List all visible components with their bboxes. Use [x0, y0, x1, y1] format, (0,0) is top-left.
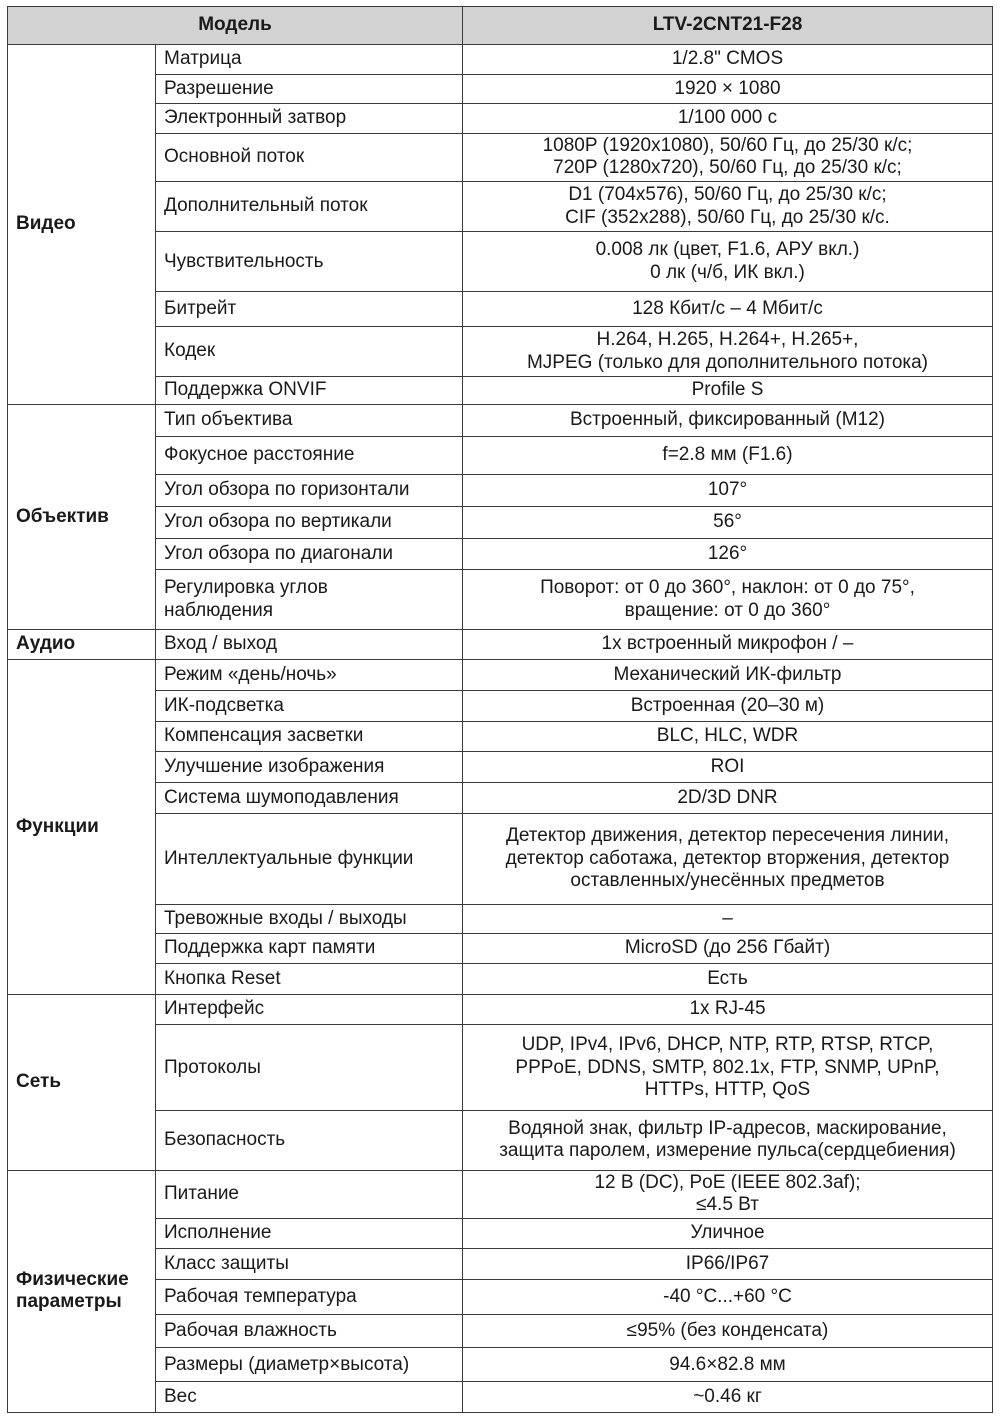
table-row — [8, 813, 993, 904]
category-label-line: Сеть — [16, 1070, 62, 1092]
param-cell — [156, 964, 463, 995]
category-label-line: Аудио — [16, 633, 76, 655]
table-row — [8, 45, 993, 75]
table-row — [8, 1111, 993, 1170]
param-label: наблюдения — [164, 599, 274, 621]
value-text: детектор саботажа, детектор вторжения, детектор — [505, 847, 950, 869]
param-cell — [156, 436, 463, 475]
value-text: Водяной знак, фильтр IP-адресов, маскирование, — [508, 1117, 947, 1139]
param-label: Электронный затвор — [164, 107, 347, 129]
value-cell — [463, 1314, 993, 1348]
param-cell — [156, 629, 463, 660]
param-label: Угол обзора по горизонтали — [164, 479, 410, 501]
param-cell — [156, 783, 463, 814]
table-row — [8, 74, 993, 104]
param-label: Улучшение изображения — [164, 756, 385, 778]
table-row — [8, 104, 993, 134]
table-row — [8, 660, 993, 691]
value-text: – — [722, 907, 733, 929]
param-label: Интеллектуальные функции — [164, 847, 414, 869]
param-cell — [156, 232, 463, 292]
param-cell — [156, 1170, 463, 1218]
value-cell — [463, 292, 993, 327]
table-row — [8, 232, 993, 292]
param-cell — [156, 1111, 463, 1170]
section-category — [8, 629, 156, 660]
param-label: Питание — [164, 1182, 239, 1204]
section-category — [8, 660, 156, 994]
param-label: Фокусное расстояние — [164, 444, 355, 466]
value-text: IP66/IP67 — [685, 1252, 770, 1274]
value-text: 1х RJ-45 — [689, 998, 766, 1020]
param-label: Матрица — [164, 48, 242, 70]
value-text: H.264, H.265, H.264+, H.265+, — [596, 329, 859, 351]
table-row — [8, 1348, 993, 1382]
param-cell — [156, 1249, 463, 1280]
table-row — [8, 475, 993, 507]
param-label: Компенсация засветки — [164, 725, 364, 747]
table-row — [8, 904, 993, 934]
value-cell — [463, 1111, 993, 1170]
param-label: ИК-подсветка — [164, 694, 284, 716]
value-cell — [463, 660, 993, 691]
table-row — [8, 691, 993, 722]
spec-sheet — [7, 6, 993, 1413]
value-text: D1 (704x576), 50/60 Гц, до 25/30 к/с; — [568, 184, 887, 206]
table-row — [8, 1249, 993, 1280]
param-cell — [156, 507, 463, 539]
value-cell — [463, 404, 993, 436]
value-text: 1/100 000 с — [677, 107, 778, 129]
param-cell — [156, 404, 463, 436]
param-label: Система шумоподавления — [164, 786, 399, 808]
param-label: Протоколы — [164, 1056, 261, 1078]
value-cell — [463, 133, 993, 181]
param-cell — [156, 752, 463, 783]
param-cell — [156, 1218, 463, 1249]
value-cell — [463, 1218, 993, 1249]
value-text: 107° — [707, 479, 748, 501]
value-text: Поворот: от 0 до 360°, наклон: от 0 до 75°, — [540, 577, 915, 599]
param-cell — [156, 377, 463, 405]
value-cell — [463, 436, 993, 475]
param-label: Тип объектива — [164, 408, 293, 430]
param-cell — [156, 74, 463, 104]
value-cell — [463, 1279, 993, 1314]
param-cell — [156, 1314, 463, 1348]
table-row — [8, 1218, 993, 1249]
table-row — [8, 404, 993, 436]
value-text: HTTPs, HTTP, QoS — [644, 1078, 811, 1100]
value-cell — [463, 994, 993, 1025]
param-cell — [156, 721, 463, 752]
param-cell — [156, 691, 463, 722]
param-label: Класс защиты — [164, 1252, 289, 1274]
table-row — [8, 327, 993, 377]
value-text: 0.008 лк (цвет, F1.6, АРУ вкл.) — [595, 239, 860, 261]
value-cell — [463, 629, 993, 660]
value-text: 12 В (DC), PoE (IEEE 802.3af); — [594, 1171, 861, 1193]
value-cell — [463, 904, 993, 934]
value-text: 1920 × 1080 — [674, 77, 781, 99]
param-cell — [156, 327, 463, 377]
param-label: Дополнительный поток — [164, 195, 368, 217]
param-label: Размеры (диаметр×высота) — [164, 1353, 410, 1375]
table-row — [8, 1279, 993, 1314]
table-row — [8, 133, 993, 181]
value-text: MicroSD (до 256 Гбайт) — [624, 937, 831, 959]
param-label: Исполнение — [164, 1222, 272, 1244]
param-label: Вес — [164, 1385, 197, 1407]
param-label: Регулировка углов — [164, 577, 328, 599]
table-row — [8, 507, 993, 539]
value-text: 126° — [707, 542, 748, 564]
param-cell — [156, 813, 463, 904]
param-label: Угол обзора по вертикали — [164, 511, 392, 533]
value-cell — [463, 377, 993, 405]
value-text: 56° — [713, 511, 742, 533]
value-cell — [463, 721, 993, 752]
model-header-label: Модель — [8, 7, 463, 45]
value-text: Уличное — [690, 1222, 765, 1244]
table-row — [8, 1314, 993, 1348]
section-category — [8, 404, 156, 629]
value-text: 720P (1280x720), 50/60 Гц, до 25/30 к/с; — [553, 157, 902, 179]
header-row — [8, 7, 993, 45]
value-text: защита паролем, измерение пульса(сердцебиения) — [499, 1140, 956, 1162]
value-cell — [463, 1382, 993, 1413]
category-label-line: Физические — [16, 1268, 129, 1290]
value-text: Есть — [707, 967, 748, 989]
category-label-line: Объектив — [16, 505, 109, 527]
category-label-line: Видео — [16, 213, 76, 235]
value-cell — [463, 1170, 993, 1218]
category-label-line: Функции — [16, 815, 99, 837]
value-cell — [463, 1249, 993, 1280]
value-text: Встроенный, фиксированный (M12) — [569, 408, 885, 430]
value-text: CIF (352x288), 50/60 Гц, до 25/30 к/с. — [565, 206, 890, 228]
value-cell — [463, 934, 993, 964]
param-label: Тревожные входы / выходы — [164, 907, 407, 929]
value-text: -40 °С...+60 °С — [663, 1285, 792, 1307]
param-cell — [156, 904, 463, 934]
param-label: Вход / выход — [164, 633, 278, 655]
value-cell — [463, 74, 993, 104]
param-cell — [156, 45, 463, 75]
table-row — [8, 964, 993, 995]
value-text: 1х встроенный микрофон / – — [601, 633, 854, 655]
param-cell — [156, 475, 463, 507]
value-cell — [463, 691, 993, 722]
value-cell — [463, 45, 993, 75]
value-text: Механический ИК-фильтр — [613, 664, 842, 685]
param-label: Рабочая влажность — [164, 1319, 337, 1341]
param-cell — [156, 104, 463, 134]
param-label: Угол обзора по диагонали — [164, 542, 393, 564]
value-text: UDP, IPv4, IPv6, DHCP, NTP, RTP, RTSP, RTCP, — [521, 1034, 934, 1056]
spec-table — [7, 6, 993, 1413]
value-cell — [463, 475, 993, 507]
param-cell — [156, 934, 463, 964]
table-row — [8, 752, 993, 783]
table-row — [8, 181, 993, 231]
param-cell — [156, 994, 463, 1025]
table-row — [8, 629, 993, 660]
param-cell — [156, 538, 463, 570]
value-cell — [463, 783, 993, 814]
param-label: Поддержка карт памяти — [164, 937, 376, 959]
param-label: Режим «день/ночь» — [164, 664, 337, 685]
param-cell — [156, 292, 463, 327]
table-row — [8, 570, 993, 629]
value-text: 94.6×82.8 мм — [669, 1353, 786, 1375]
table-row — [8, 1382, 993, 1413]
value-text: PPPoE, DDNS, SMTP, 802.1x, FTP, SNMP, UPnP, — [515, 1056, 940, 1078]
section-category — [8, 994, 156, 1170]
param-cell — [156, 181, 463, 231]
value-text: оставленных/унесённых предметов — [570, 869, 885, 891]
value-cell — [463, 1348, 993, 1382]
table-row — [8, 994, 993, 1025]
param-cell — [156, 1382, 463, 1413]
param-cell — [156, 660, 463, 691]
param-label: Разрешение — [164, 77, 274, 99]
value-cell — [463, 232, 993, 292]
table-row — [8, 721, 993, 752]
value-cell — [463, 181, 993, 231]
spec-body — [8, 45, 993, 1413]
table-row — [8, 436, 993, 475]
value-text: 1/2.8" CMOS — [671, 48, 784, 70]
value-cell — [463, 104, 993, 134]
param-label: Безопасность — [164, 1129, 286, 1151]
table-row — [8, 292, 993, 327]
model-header-value: LTV-2CNT21-F28 — [463, 7, 993, 45]
table-row — [8, 377, 993, 405]
value-cell — [463, 813, 993, 904]
value-text: ≤95% (без конденсата) — [626, 1319, 829, 1341]
param-cell — [156, 133, 463, 181]
value-text: Детектор движения, детектор пересечения линии, — [505, 825, 950, 847]
table-row — [8, 538, 993, 570]
param-label: Рабочая температура — [164, 1285, 357, 1307]
param-label: Битрейт — [164, 298, 237, 320]
section-category — [8, 45, 156, 405]
param-label: Кнопка Reset — [164, 967, 281, 989]
value-cell — [463, 1025, 993, 1111]
value-text: MJPEG (только для дополнительного потока) — [526, 351, 929, 373]
value-text: Profile S — [691, 379, 764, 401]
param-label: Поддержка ONVIF — [164, 379, 327, 401]
value-text: 1080P (1920x1080), 50/60 Гц, до 25/30 к/с; — [542, 135, 913, 157]
value-text: ≤4.5 Вт — [696, 1194, 759, 1216]
value-text: 0 лк (ч/б, ИК вкл.) — [650, 261, 805, 283]
value-cell — [463, 570, 993, 629]
param-cell — [156, 1025, 463, 1111]
value-text: 2D/3D DNR — [677, 786, 778, 808]
value-text: BLC, HLC, WDR — [656, 725, 799, 747]
value-cell — [463, 964, 993, 995]
param-label: Интерфейс — [164, 998, 265, 1020]
table-row — [8, 1170, 993, 1218]
param-cell — [156, 570, 463, 629]
param-cell — [156, 1279, 463, 1314]
value-text: ~0.46 кг — [693, 1385, 762, 1407]
category-label-line: параметры — [16, 1291, 122, 1313]
table-row — [8, 934, 993, 964]
param-cell — [156, 1348, 463, 1382]
section-category — [8, 1170, 156, 1412]
param-label: Чувствительность — [164, 250, 324, 272]
value-cell — [463, 752, 993, 783]
value-text: Встроенная (20–30 м) — [630, 694, 825, 716]
value-text: f=2.8 мм (F1.6) — [662, 444, 793, 466]
param-label: Кодек — [164, 340, 216, 362]
table-row — [8, 783, 993, 814]
param-label: Основной поток — [164, 146, 305, 168]
table-row — [8, 1025, 993, 1111]
value-cell — [463, 538, 993, 570]
value-text: 128 Кбит/с – 4 Мбит/с — [632, 298, 823, 320]
value-text: ROI — [710, 756, 745, 778]
value-cell — [463, 507, 993, 539]
value-text: вращение: от 0 до 360° — [624, 599, 831, 621]
value-cell — [463, 327, 993, 377]
